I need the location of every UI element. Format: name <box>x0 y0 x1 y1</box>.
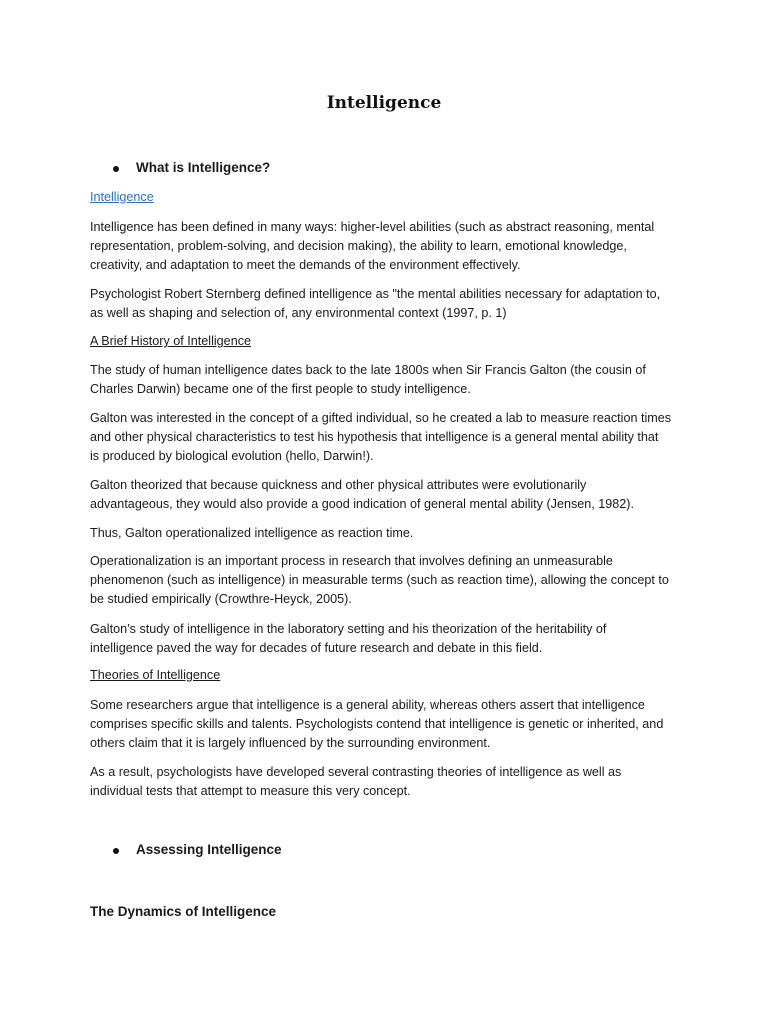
paragraph-line: Galton’s study of intelligence in the laboratory setting and his theorization of the heritability of <box>90 622 607 636</box>
paragraph-line: be studied empirically (Crowthre-Heyck, 2005). <box>90 592 352 606</box>
paragraph-line: intelligence paved the way for decades of future research and debate in this field. <box>90 641 543 655</box>
bullet-label: What is Intelligence? <box>136 160 271 175</box>
bullet-label: Assessing Intelligence <box>136 842 282 857</box>
page-title: Intelligence <box>326 93 442 113</box>
paragraph-line: advantageous, they would also provide a good indication of general mental ability (Jensen, 1982). <box>90 497 634 511</box>
history-paragraph-4 <box>90 524 690 543</box>
paragraph-line: Galton theorized that because quickness and other physical attributes were evolutionarily <box>90 478 587 492</box>
intro-paragraph <box>90 218 690 275</box>
paragraph-line: Intelligence has been defined in many ways: higher-level abilities (such as abstract reasoning, mental <box>90 220 655 234</box>
theories-paragraph-2 <box>90 763 690 801</box>
paragraph-line: Galton was interested in the concept of a gifted individual, so he created a lab to measure reaction times <box>90 411 672 425</box>
paragraph-line: Thus, Galton operationalized intelligence as reaction time. <box>90 526 414 540</box>
paragraph-line: Charles Darwin) became one of the first people to study intelligence. <box>90 382 471 396</box>
history-paragraph-6 <box>90 620 690 658</box>
sternberg-paragraph <box>90 285 690 323</box>
bullet-dot-icon <box>113 848 119 854</box>
paragraph-line: Some researchers argue that intelligence is a general ability, whereas others assert that intelligence <box>90 698 645 712</box>
paragraph-line: representation, problem-solving, and decision making), the ability to learn, emotional knowledge, <box>90 239 627 253</box>
paragraph-line: creativity, and adaptation to meet the demands of the environment effectively. <box>90 258 521 272</box>
theories-heading: Theories of Intelligence <box>90 668 221 682</box>
paragraph-line: The study of human intelligence dates back to the late 1800s when Sir Francis Galton (the cousin of <box>90 363 646 377</box>
paragraph-line: as well as shaping and selection of, any environmental context (1997, p. 1) <box>90 306 507 320</box>
dynamics-heading: The Dynamics of Intelligence <box>90 904 277 919</box>
history-paragraph-5 <box>90 552 690 609</box>
paragraph-line: As a result, psychologists have developed several contrasting theories of intelligence as well as <box>90 765 622 779</box>
history-paragraph-1 <box>90 361 690 399</box>
history-heading: A Brief History of Intelligence <box>90 334 251 348</box>
paragraph-line: individual tests that attempt to measure this very concept. <box>90 784 411 798</box>
paragraph-line: Psychologist Robert Sternberg defined intelligence as "the mental abilities necessary for adaptation to, <box>90 287 661 301</box>
paragraph-line: Operationalization is an important process in research that involves defining an unmeasurable <box>90 554 613 568</box>
intelligence-link[interactable]: Intelligence <box>90 190 154 204</box>
bullet-dot-icon <box>113 166 119 172</box>
paragraph-line: others claim that it is largely influenced by the surrounding environment. <box>90 736 491 750</box>
history-paragraph-2 <box>90 409 690 466</box>
paragraph-line: comprises specific skills and talents. Psychologists contend that intelligence is genetic or inherited, and <box>90 717 664 731</box>
paragraph-line: and other physical characteristics to test his hypothesis that intelligence is a general mental ability that <box>90 430 659 444</box>
history-paragraph-3 <box>90 476 690 514</box>
theories-paragraph-1 <box>90 696 690 753</box>
paragraph-line: is produced by biological evolution (hello, Darwin!). <box>90 449 374 463</box>
paragraph-line: phenomenon (such as intelligence) in measurable terms (such as reaction time), allowing the concept to <box>90 573 669 587</box>
